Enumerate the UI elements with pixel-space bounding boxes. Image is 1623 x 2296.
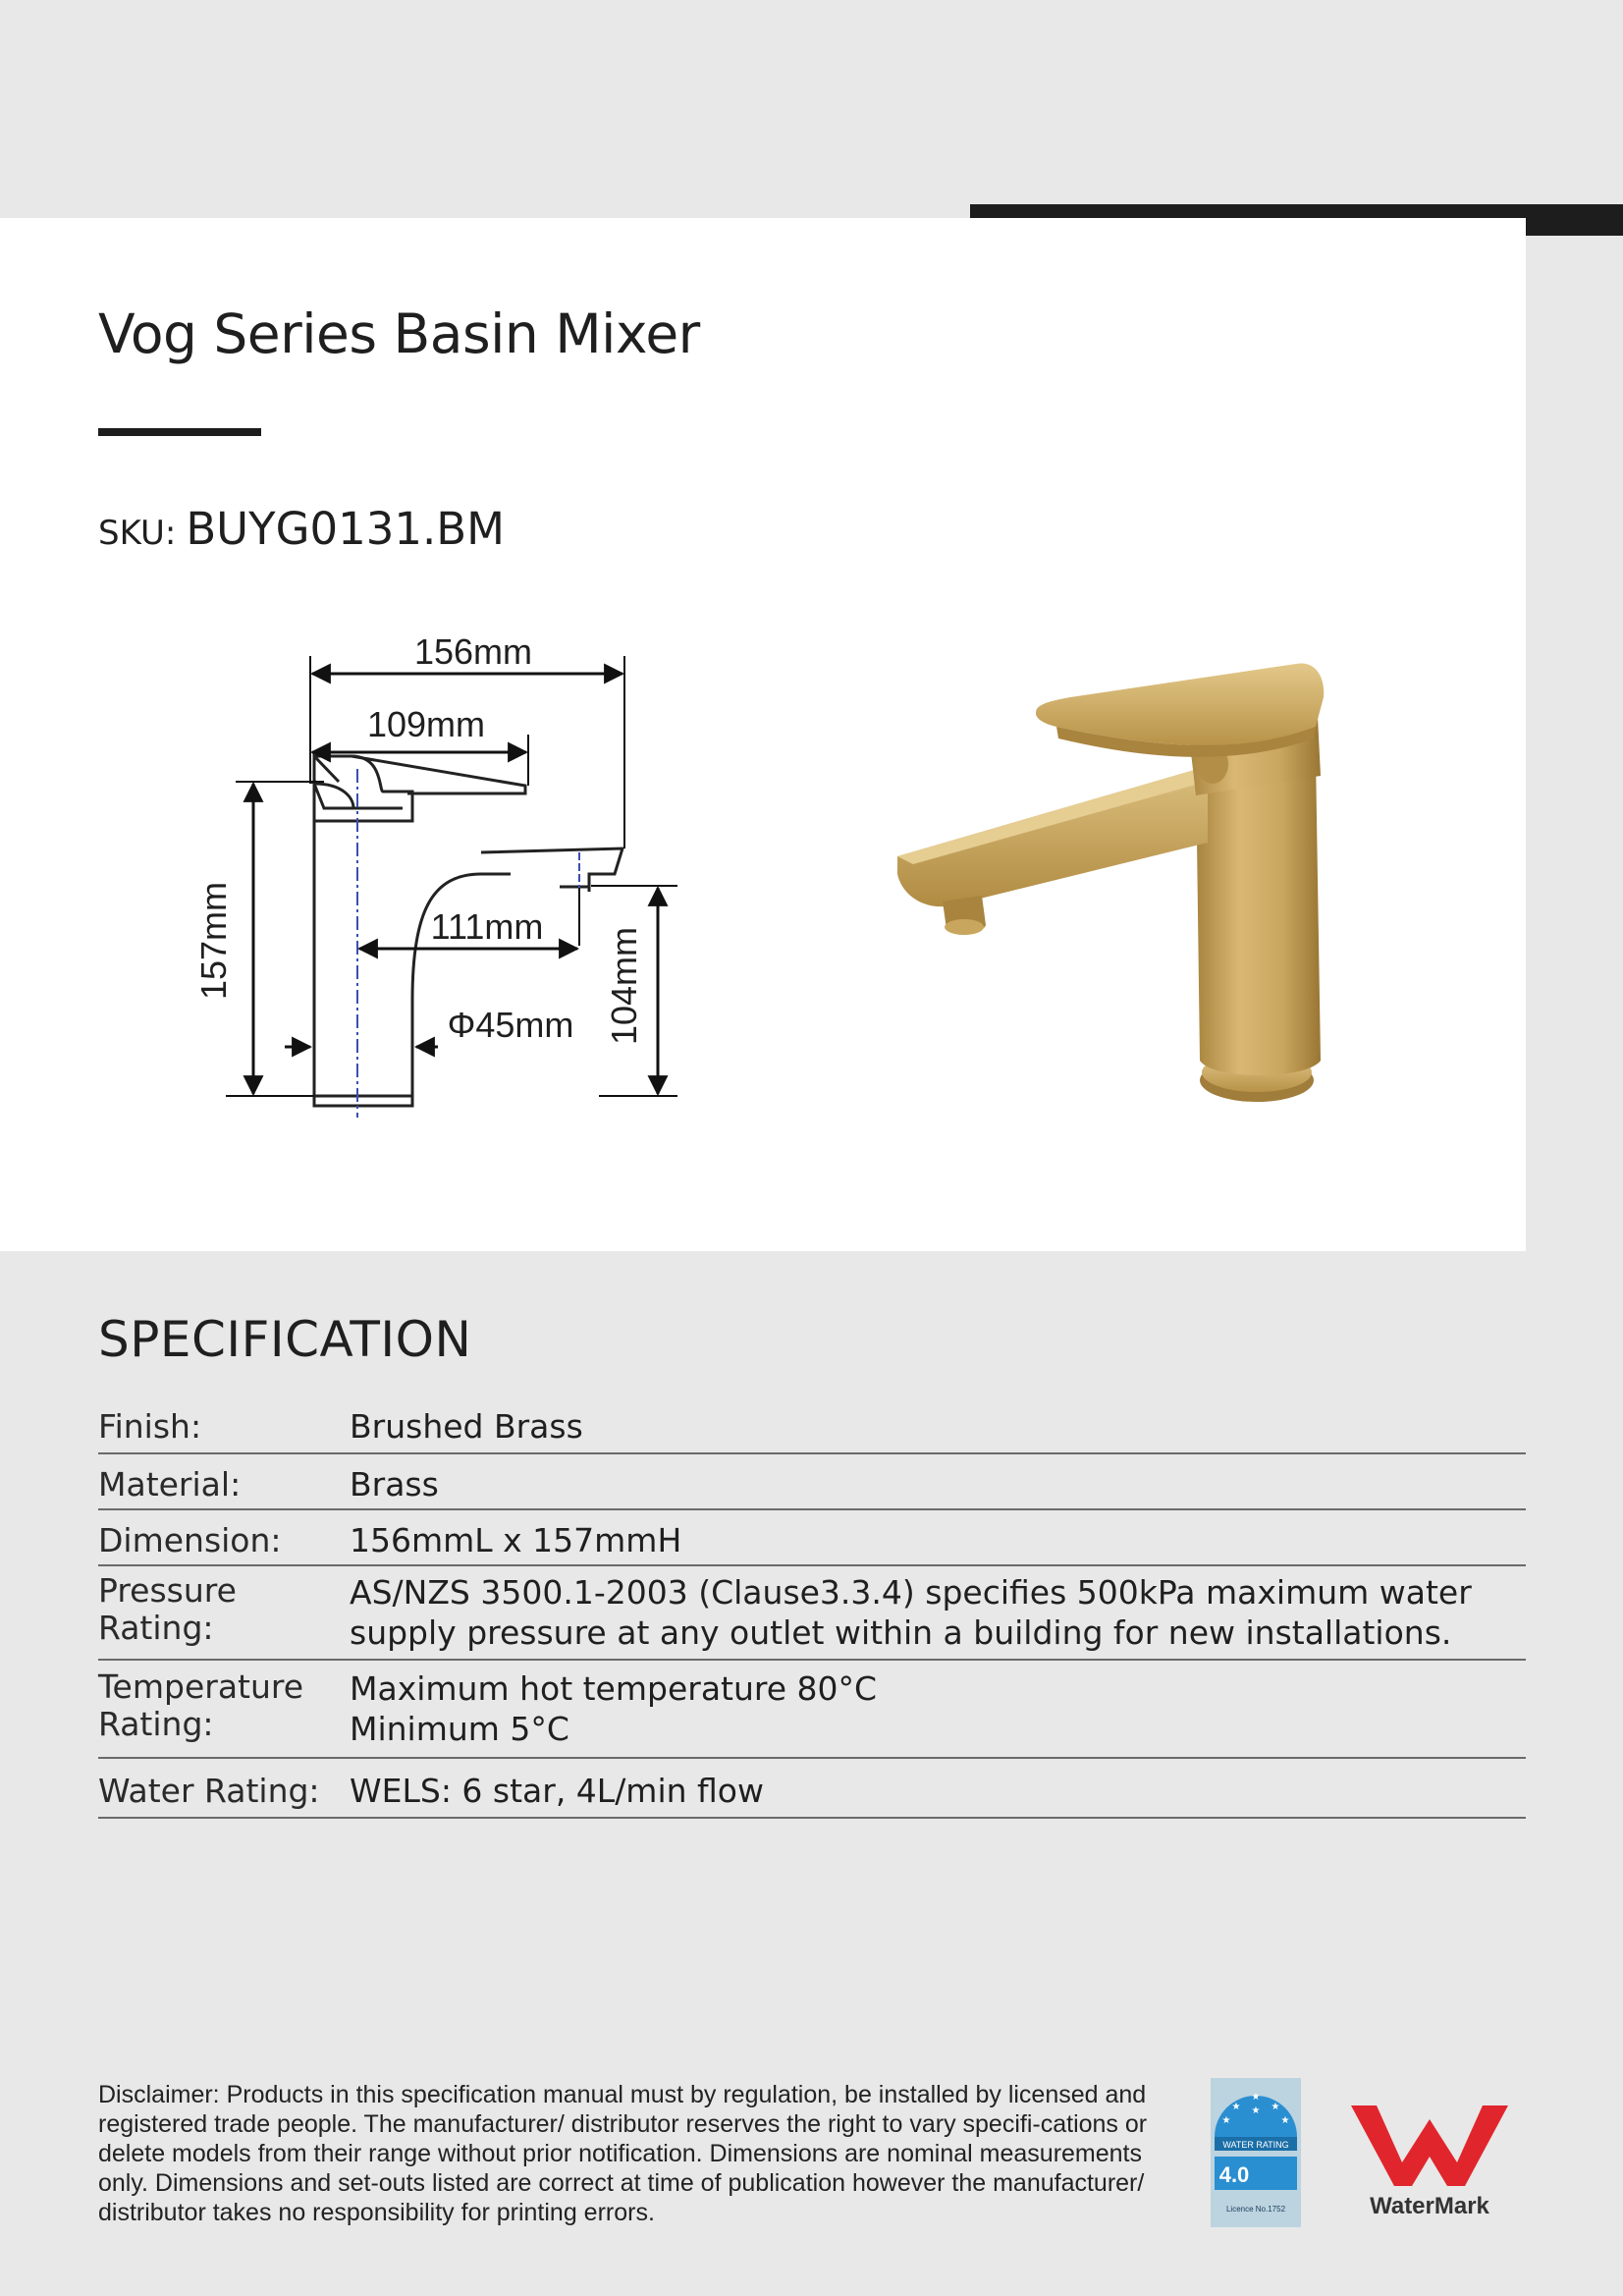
svg-text:★: ★ — [1221, 2115, 1231, 2126]
spec-heading: SPECIFICATION — [98, 1311, 472, 1368]
spec-row-pressure — [98, 1566, 1526, 1661]
dimension-width-label: 156mm — [413, 631, 533, 672]
spec-label: Finish: — [98, 1407, 202, 1446]
spec-label: Dimension: — [98, 1521, 282, 1559]
spec-value: Maximum hot temperature 80°C Minimum 5°C — [350, 1669, 878, 1748]
spec-label: Material: — [98, 1465, 242, 1503]
watermark-label: WaterMark — [1370, 2193, 1489, 2219]
svg-text:★: ★ — [1251, 2092, 1261, 2103]
disclaimer-text: Disclaimer: Products in this specification manual must by regulation, be installed by licensed and registered trade people. The manufacturer/ distributor reserves the right to vary specifi-cations or delete models from their range without prior notification. Dimensions are nominal measurements only. Dimensions and set-outs listed are correct at time of publication however the manufacturer/ distributor takes no responsibility for printing errors. — [98, 2081, 1148, 2226]
product-title: Vog Series Basin Mixer — [98, 302, 700, 365]
svg-text:★: ★ — [1251, 2105, 1261, 2116]
wels-title: WATER RATING — [1222, 2140, 1289, 2150]
svg-text:★: ★ — [1231, 2102, 1241, 2112]
spec-label: Temperature Rating: — [98, 1667, 304, 1743]
spec-row-water-rating — [98, 1759, 1526, 1819]
svg-text:★: ★ — [1280, 2115, 1290, 2126]
title-underline — [98, 428, 261, 436]
dimension-base-label: Φ45mm — [447, 1005, 574, 1045]
dimension-handle-label: 109mm — [366, 704, 486, 744]
spec-label: Water Rating: — [98, 1772, 320, 1810]
dimension-spout-height-label: 104mm — [604, 926, 644, 1046]
spec-value: Brushed Brass — [350, 1407, 583, 1446]
spec-value: WELS: 6 star, 4L/min flow — [350, 1772, 764, 1810]
dimension-diagram — [187, 617, 697, 1127]
spec-value: 156mmL x 157mmH — [350, 1521, 682, 1559]
dimension-height-label: 157mm — [193, 881, 234, 1001]
product-image — [884, 648, 1345, 1120]
spec-row-material — [98, 1454, 1526, 1510]
sku-line — [98, 503, 505, 555]
wels-rating-badge — [1211, 2078, 1301, 2227]
spec-label: Pressure Rating: — [98, 1571, 237, 1647]
sku-value: BUYG0131.BM — [186, 503, 506, 555]
watermark-logo — [1347, 2102, 1514, 2219]
wels-value: 4.0 — [1218, 2162, 1250, 2187]
spec-row-finish — [98, 1396, 1526, 1454]
wels-licence: Licence No.1752 — [1225, 2205, 1286, 2214]
spec-value: Brass — [350, 1465, 439, 1503]
dimension-reach-label: 111mm — [430, 906, 544, 947]
sku-label: SKU: — [98, 514, 177, 553]
spec-row-dimension — [98, 1510, 1526, 1566]
svg-text:★: ★ — [1271, 2102, 1280, 2112]
spec-value: AS/NZS 3500.1-2003 (Clause3.3.4) specifies 500kPa maximum water supply pressure at any outlet within a building for new installations. — [350, 1573, 1472, 1652]
spec-row-temperature — [98, 1661, 1526, 1759]
spec-table — [98, 1396, 1526, 1819]
